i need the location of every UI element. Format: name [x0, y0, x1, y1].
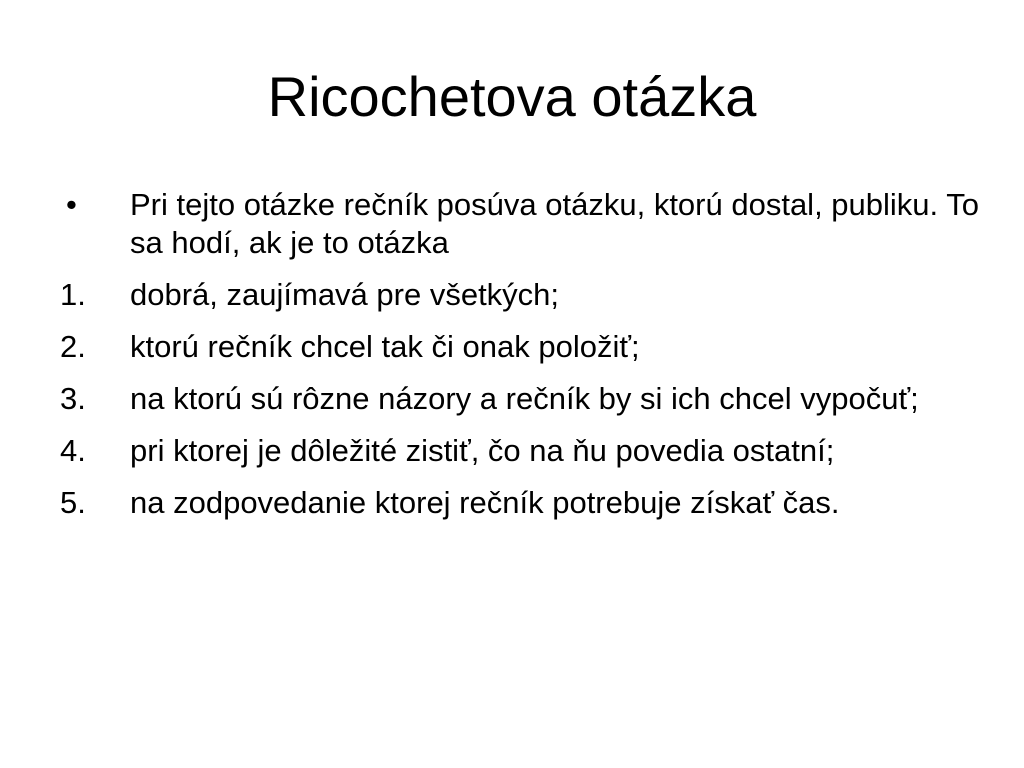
list-item-text: na zodpovedanie ktorej rečník potrebuje získať čas.	[130, 485, 840, 520]
number-marker: 4.	[60, 433, 86, 468]
list-item-1	[60, 276, 980, 314]
list-item-5	[60, 484, 980, 522]
list-item-text: Pri tejto otázke rečník posúva otázku, ktorú dostal, publiku. To sa hodí, ak je to otázka	[130, 187, 979, 260]
list-item-intro	[60, 186, 980, 262]
number-marker: 5.	[60, 485, 86, 520]
slide-content	[60, 186, 980, 536]
list-item-text: na ktorú sú rôzne názory a rečník by si ich chcel vypočuť;	[130, 381, 919, 416]
list-item-2	[60, 328, 980, 366]
number-marker: 2.	[60, 329, 86, 364]
bullet-marker: •	[66, 187, 77, 222]
list-item-3	[60, 380, 980, 418]
list-item-text: ktorú rečník chcel tak či onak položiť;	[130, 329, 640, 364]
list-item-4	[60, 432, 980, 470]
slide-title: Ricochetova otázka	[267, 65, 757, 128]
number-marker: 1.	[60, 277, 86, 312]
list-item-text: pri ktorej je dôležité zistiť, čo na ňu povedia ostatní;	[130, 433, 835, 468]
list-item-text: dobrá, zaujímavá pre všetkých;	[130, 277, 560, 312]
number-marker: 3.	[60, 381, 86, 416]
